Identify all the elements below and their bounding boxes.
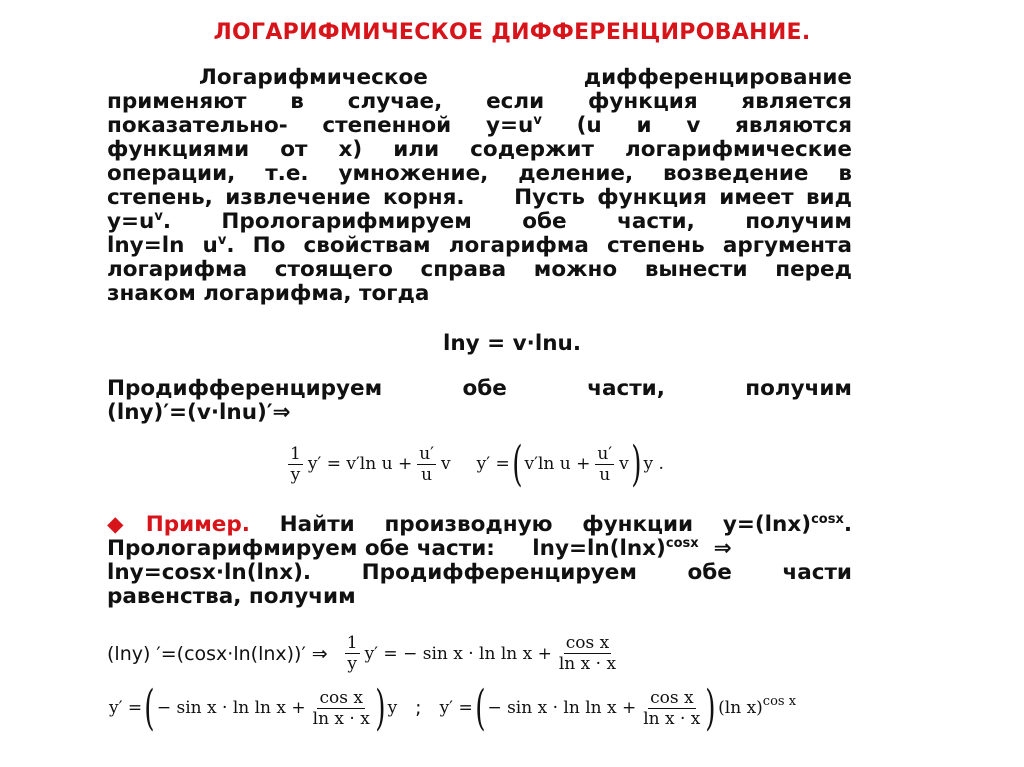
intro-line-7b: . Прологарифмируем обе части, получим: [162, 209, 852, 234]
example-line-2b: ⇒: [698, 536, 732, 561]
formula-example-result: [107, 680, 798, 736]
intro-paragraph: [107, 66, 852, 306]
intro-line-10: знаком логарифма, тогда: [107, 281, 430, 306]
intro-line-1a: Логарифмическое: [199, 65, 428, 90]
formula2-lhs: (lny) ′=(cosx·ln(lnx))′ ⇒: [107, 642, 328, 665]
formula-derivative-general: [285, 436, 666, 492]
slide-title: ЛОГАРИФМИЧЕСКОЕ ДИФФЕРЕНЦИРОВАНИЕ.: [213, 20, 811, 45]
fraction-one-over-y-2: $\frac{1}{y}$: [346, 633, 358, 674]
left-paren-3: (: [474, 680, 486, 736]
intro-line-1b: дифференцирование: [583, 65, 852, 90]
formula2-rhs: y′ = − sin x · ln ln x +: [364, 643, 552, 664]
diff-line-2: (lny)′=(v·lnu)′⇒: [107, 400, 291, 425]
intro-line-7-sup: v: [154, 209, 163, 224]
diff-line-1: Продифференцируем обе части, получим: [107, 376, 852, 401]
example-line-1b: .: [843, 512, 852, 537]
formula1-tail: y .: [643, 454, 664, 474]
intro-line-8-sup: v: [217, 233, 227, 248]
intro-line-6: степень, извлечение корня. Пусть функция имеет вид: [107, 185, 852, 210]
fraction-cos-over-lnx: $\frac{\text{cos x}}{\text{ln x · x}}$: [558, 633, 617, 674]
right-paren: ): [630, 436, 642, 492]
formula1-yprime: y′ =: [476, 454, 510, 474]
formula3-y: y: [387, 698, 398, 718]
formula3-yprime-2: y′ =: [439, 698, 473, 718]
intro-line-9: логарифма стоящего справа можно вынести перед: [107, 257, 852, 282]
left-paren: (: [511, 436, 523, 492]
formula3-yprime: y′ =: [109, 698, 143, 718]
equation-lny: lny = v·lnu.: [442, 331, 581, 356]
intro-line-2: применяют в случае, если функция является: [107, 89, 852, 114]
example-line-1: [107, 513, 852, 537]
intro-line-8b: . По свойствам логарифма степень аргумента: [226, 233, 852, 258]
left-paren-2: (: [144, 680, 155, 736]
intro-line-7a: y=u: [107, 209, 155, 234]
example-line-1a: Найти производную функции y=(lnx): [249, 512, 812, 537]
intro-line-3a: показательно- степенной y=u: [107, 113, 534, 138]
bullet-icon: ◆: [107, 512, 146, 537]
formula3-tail: [718, 694, 797, 718]
formula3-inner-2: − sin x · ln ln x +: [487, 698, 637, 718]
example-line-4: равенства, получим: [107, 584, 356, 609]
fraction-uprime-over-u-2: $\frac{u'}{u}$: [597, 443, 613, 485]
formula3-tail-sup: cos x: [762, 694, 797, 709]
intro-line-4: функциями от x) или содержит логарифмические: [107, 137, 852, 162]
right-paren-2: ): [375, 680, 386, 736]
fraction-cos-over-lnx-3: $\frac{\text{cos x}}{\text{ln x · x}}$: [643, 687, 701, 729]
intro-line-5: операции, т.е. умножение, деление, возведение в: [107, 161, 852, 186]
formula1-inner: v′ln u +: [524, 454, 591, 474]
formula1-lhs: y′ = v′ln u +: [307, 454, 413, 474]
intro-line-3: [107, 114, 852, 138]
example-line-2-sup: cosx: [665, 536, 699, 551]
right-paren-3: ): [705, 680, 716, 736]
example-line-2: [107, 537, 852, 561]
formula-example-derivative: [107, 634, 621, 673]
formula3-separator: ;: [415, 697, 422, 719]
fraction-uprime-over-u: $\frac{u'}{u}$: [419, 443, 435, 485]
intro-line-8: [107, 234, 852, 258]
example-label: Пример.: [145, 512, 250, 537]
formula3-tail-base: (ln x): [718, 698, 763, 718]
formula1-v2: v: [619, 454, 629, 474]
example-line-2a: Прологарифмируем обе части: lny=ln(lnx): [107, 536, 666, 561]
example-line-3: lny=cosx·ln(lnx). Продифференцируем обе части: [107, 560, 852, 585]
formula3-inner: − sin x · ln ln x +: [156, 698, 306, 718]
fraction-one-over-y: $\frac{1}{y}$: [290, 443, 301, 485]
intro-line-8a: lny=ln u: [107, 233, 218, 258]
example-line-1-sup: cosx: [811, 512, 844, 527]
intro-line-1: [107, 66, 852, 90]
example-paragraph: [107, 513, 852, 609]
formula1-v: v: [441, 454, 451, 474]
intro-line-7: [107, 210, 852, 234]
fraction-cos-over-lnx-2: $\frac{\text{cos x}}{\text{ln x · x}}$: [312, 687, 370, 729]
intro-line-3b: (u и v являются: [541, 113, 852, 138]
intro-line-3-sup: v: [533, 113, 542, 128]
differentiate-paragraph: [107, 377, 852, 425]
